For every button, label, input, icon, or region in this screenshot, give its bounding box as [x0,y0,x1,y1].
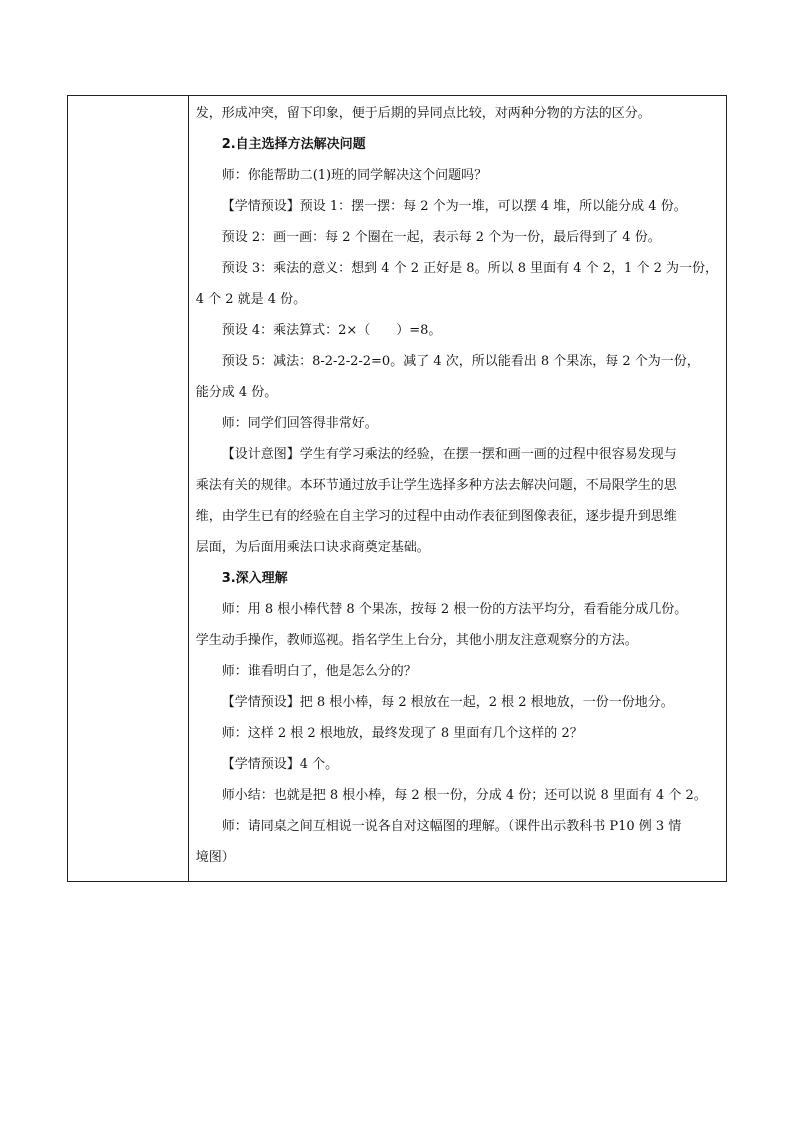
text-line: 4 个 2 就是 4 份。 [195,292,307,307]
lesson-table [67,95,727,882]
text-line: 维，由学生已有的经验在自主学习的过程中由动作表征到图像表征，逐步提升到思维 [195,509,677,524]
section-heading: 3.深入理解 [221,571,288,586]
text-line: 发，形成冲突，留下印象，便于后期的异同点比较，对两种分物的方法的区分。 [195,106,651,121]
text-line: 师小结：也就是把 8 根小棒，每 2 根一份，分成 4 份；还可以说 8 里面有 4 个 2。 [221,788,707,803]
text-line: 师：谁看明白了，他是怎么分的？ [221,664,417,679]
section-heading: 2.自主选择方法解决问题 [221,137,366,152]
text-line: 师：用 8 根小棒代替 8 个果冻，按每 2 根一份的方法平均分，看看能分成几份。 [221,602,688,617]
text-line: 预设 2：画一画：每 2 个圈在一起，表示每 2 个为一份，最后得到了 4 份。 [221,230,661,245]
text-line: 师：这样 2 根 2 根地放，最终发现了 8 里面有几个这样的 2？ [221,726,583,741]
text-line: 层面，为后面用乘法口诀求商奠定基础。 [195,540,430,555]
text-line: 学生动手操作，教师巡视。指名学生上台分，其他小朋友注意观察分的方法。 [195,633,638,648]
text-line: 【学情预设】把 8 根小棒，每 2 根放在一起，2 根 2 根地放，一份一份地分。 [221,695,674,710]
text-line: 师：同学们回答得非常好。 [221,416,378,431]
text-line: 能分成 4 份。 [195,385,278,400]
text-line: 预设 4：乘法算式：2×（ ）=8。 [221,323,442,338]
text-line: 乘法有关的规律。本环节通过放手让学生选择多种方法去解决问题，不局限学生的思 [195,478,677,493]
table-content-column [189,96,726,881]
text-line: 【设计意图】学生有学习乘法的经验，在摆一摆和画一画的过程中很容易发现与 [221,447,677,462]
table-left-column [68,96,189,881]
text-line: 师：请同桌之间互相说一说各自对这幅图的理解。（课件出示教科书 P10 例 3 情 [221,819,682,834]
text-line: 预设 5：减法：8-2-2-2-2=0。减了 4 次，所以能看出 8 个果冻，每 2 个为一份， [221,354,700,369]
text-line: 【学情预设】预设 1：摆一摆：每 2 个为一堆，可以摆 4 堆，所以能分成 4 份。 [221,199,687,214]
text-line: 预设 3：乘法的意义：想到 4 个 2 正好是 8。所以 8 里面有 4 个 2，1 个 2 为一份， [221,261,718,276]
text-line: 境图） [195,850,235,865]
text-line: 师：你能帮助二(1)班的同学解决这个问题吗？ [221,168,488,183]
text-line: 【学情预设】4 个。 [221,757,339,772]
